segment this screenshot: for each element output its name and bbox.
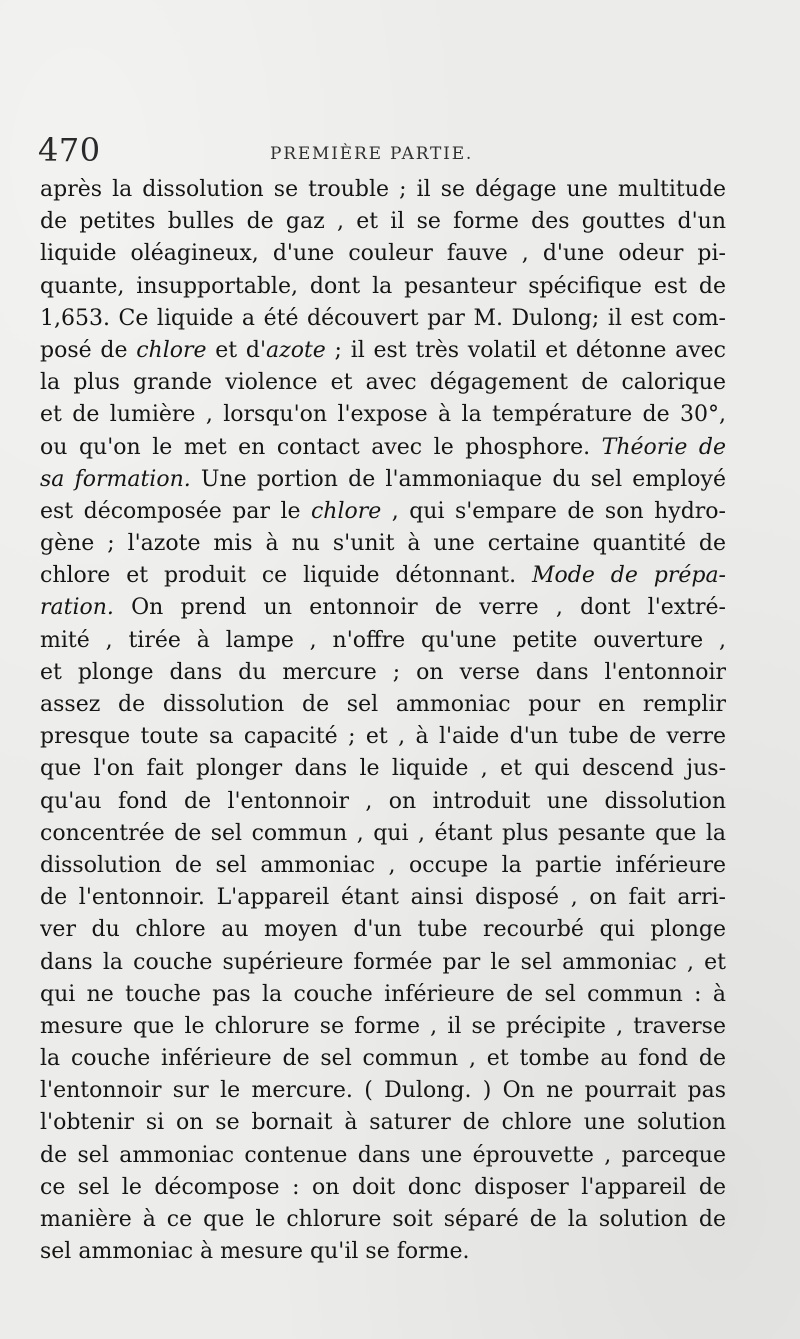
text-line bbox=[40, 432, 726, 464]
page-number: 470 bbox=[38, 131, 101, 169]
italic-text: chlore bbox=[136, 337, 207, 363]
italic-text: ration. bbox=[40, 595, 114, 621]
text-segment: mesure que le chlorure se forme , il se précipite , traverse bbox=[40, 1013, 726, 1039]
text-line bbox=[40, 1043, 726, 1075]
text-segment: est décomposée par le bbox=[40, 498, 311, 524]
italic-text: chlore bbox=[310, 498, 382, 524]
text-segment: qui ne touche pas la couche inférieure de sel commun : à bbox=[40, 981, 726, 1007]
running-title: PREMIÈRE PARTIE. bbox=[270, 144, 474, 164]
text-line bbox=[40, 625, 726, 657]
italic-text: sa formation. bbox=[40, 466, 191, 492]
text-line bbox=[40, 1140, 726, 1172]
text-segment: sel ammoniac à mesure qu'il se forme. bbox=[40, 1239, 470, 1265]
text-line bbox=[40, 367, 726, 399]
text-line bbox=[40, 206, 726, 238]
text-segment: 1,653. Ce liquide a été découvert par M. Dulong; il est com- bbox=[40, 305, 726, 331]
text-segment: presque toute sa capacité ; et , à l'aide d'un tube de verre bbox=[40, 724, 726, 750]
body-text bbox=[40, 174, 726, 1268]
text-line bbox=[40, 399, 726, 431]
text-segment: la plus grande violence et avec dégagement de calorique bbox=[40, 370, 726, 396]
text-segment: de l'entonnoir. L'appareil étant ainsi disposé , on fait arri- bbox=[40, 885, 726, 911]
text-line bbox=[40, 528, 726, 560]
text-segment: gène ; l'azote mis à nu s'unit à une certaine quantité de bbox=[40, 531, 726, 557]
text-line bbox=[40, 496, 726, 528]
text-segment: ce sel le décompose : on doit donc disposer l'appareil de bbox=[40, 1174, 726, 1200]
italic-text: azote bbox=[266, 337, 326, 363]
text-line bbox=[40, 303, 726, 335]
text-segment: de petites bulles de gaz , et il se forme des gouttes d'un bbox=[40, 209, 726, 235]
text-line bbox=[40, 850, 726, 882]
text-line bbox=[40, 464, 726, 496]
text-segment: posé de bbox=[40, 337, 137, 363]
text-segment: l'obtenir si on se bornait à saturer de chlore une solution bbox=[40, 1110, 726, 1136]
text-segment: l'entonnoir sur le mercure. ( Dulong. ) On ne pourrait pas bbox=[40, 1078, 726, 1104]
text-segment: que l'on fait plonger dans le liquide , et qui descend jus- bbox=[40, 756, 726, 782]
text-segment: et d' bbox=[206, 337, 266, 363]
text-line bbox=[40, 721, 726, 753]
text-segment: qu'au fond de l'entonnoir , on introduit une dissolution bbox=[40, 788, 726, 814]
text-segment: après la dissolution se trouble ; il se dégage une multitude bbox=[40, 177, 726, 202]
text-segment: chlore et produit ce liquide détonnant. bbox=[40, 563, 532, 589]
text-segment: quante, insupportable, dont la pesanteur spécifique est de bbox=[40, 273, 726, 299]
text-segment: la couche inférieure de sel commun , et tombe au fond de bbox=[40, 1046, 726, 1072]
italic-text: Mode de prépa- bbox=[531, 563, 726, 589]
text-line bbox=[40, 1204, 726, 1236]
text-line bbox=[40, 753, 726, 785]
text-segment: dissolution de sel ammoniac , occupe la partie inférieure bbox=[40, 852, 726, 878]
text-segment: dans la couche supérieure formée par le sel ammoniac , et bbox=[40, 949, 726, 975]
text-line bbox=[40, 174, 726, 206]
text-segment: liquide oléagineux, d'une couleur fauve , d'une odeur pi- bbox=[40, 241, 726, 267]
page-header bbox=[38, 131, 724, 176]
text-segment: de sel ammoniac contenue dans une éprouvette , parceque bbox=[40, 1142, 726, 1168]
text-line bbox=[40, 238, 726, 270]
italic-text: Théorie de bbox=[601, 434, 726, 460]
text-segment: On prend un entonnoir de verre , dont l'extré- bbox=[113, 595, 726, 621]
text-line bbox=[40, 592, 726, 624]
text-segment: mité , tirée à lampe , n'offre qu'une petite ouverture , bbox=[40, 627, 726, 653]
text-line bbox=[40, 657, 726, 689]
text-line bbox=[40, 1236, 726, 1268]
text-line bbox=[40, 786, 726, 818]
text-segment: ou qu'on le met en contact avec le phosphore. bbox=[40, 434, 602, 460]
text-segment: concentrée de sel commun , qui , étant plus pesante que la bbox=[40, 820, 726, 846]
text-line bbox=[40, 1075, 726, 1107]
text-line bbox=[40, 335, 726, 367]
text-line bbox=[40, 1107, 726, 1139]
text-line bbox=[40, 271, 726, 303]
text-segment: et plonge dans du mercure ; on verse dans l'entonnoir bbox=[40, 659, 726, 685]
text-line bbox=[40, 947, 726, 979]
text-segment: ver du chlore au moyen d'un tube recourbé qui plonge bbox=[40, 917, 726, 943]
text-segment: assez de dissolution de sel ammoniac pour en remplir bbox=[40, 692, 726, 717]
text-line bbox=[40, 560, 726, 592]
text-line bbox=[40, 882, 726, 914]
text-segment: et de lumière , lorsqu'on l'expose à la température de 30°, bbox=[40, 402, 726, 428]
text-line bbox=[40, 979, 726, 1011]
text-line bbox=[40, 818, 726, 850]
text-line bbox=[40, 1011, 726, 1043]
text-segment: Une portion de l'ammoniaque du sel employé bbox=[190, 466, 726, 492]
text-segment: manière à ce que le chlorure soit séparé de la solution de bbox=[40, 1207, 726, 1232]
text-line bbox=[40, 1172, 726, 1204]
text-line bbox=[40, 914, 726, 946]
text-segment: ; il est très volatil et détonne avec bbox=[325, 337, 726, 363]
text-line bbox=[40, 689, 726, 721]
text-segment: , qui s'empare de son hydro- bbox=[381, 498, 726, 524]
